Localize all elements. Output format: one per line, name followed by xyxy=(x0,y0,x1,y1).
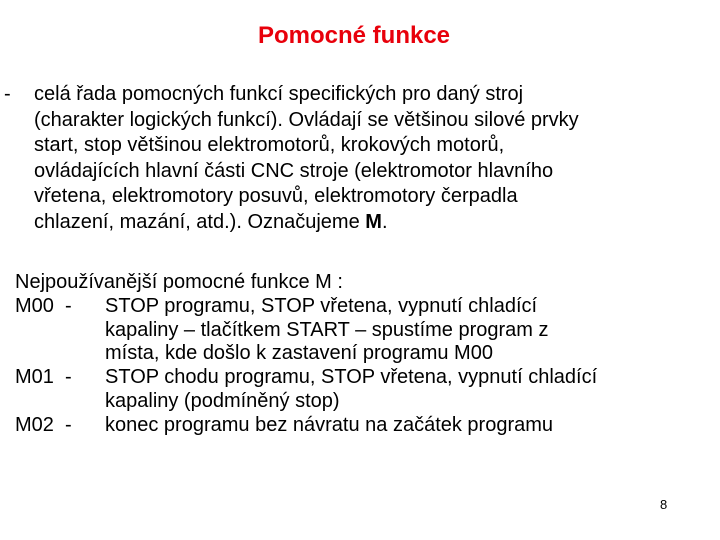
m-function-description xyxy=(105,414,715,438)
bullet-line-last xyxy=(34,210,704,236)
bullet-line: start, stop většinou elektromotorů, krokových motorů, xyxy=(34,134,505,156)
bullet-line: (charakter logických funkcí). Ovládají se většinou silové prvky xyxy=(34,108,579,131)
m-function-line: STOP chodu programu, STOP vřetena, vypnutí chladící xyxy=(105,366,598,389)
bullet-text xyxy=(34,82,704,235)
bullet-line: celá řada pomocných funkcí specifických pro daný stroj xyxy=(34,83,524,105)
bullet-trailing: . xyxy=(381,210,388,233)
m-functions-section xyxy=(15,271,715,438)
m-function-code: M00 - xyxy=(15,294,72,317)
bullet-line: ovládajících hlavní části CNC stroje (elektromotor hlavního xyxy=(34,159,554,182)
slide-title: Pomocné funkce xyxy=(257,22,451,49)
m-function-code: M02 - xyxy=(15,413,72,436)
bullet-emphasis: M xyxy=(365,210,382,233)
m-function-description xyxy=(105,295,715,366)
m-function-line: kapaliny – tlačítkem START – spustíme program z xyxy=(105,318,549,341)
m-function-line: STOP programu, STOP vřetena, vypnutí chladící xyxy=(105,294,538,317)
m-function-code: M01 - xyxy=(15,366,72,389)
m-function-item xyxy=(15,414,715,438)
bullet-marker: - xyxy=(4,83,11,105)
m-function-item xyxy=(15,295,715,366)
m-function-item xyxy=(15,366,715,414)
m-function-line: místa, kde došlo k zastavení programu M00 xyxy=(105,342,493,365)
bullet-paragraph xyxy=(4,82,704,235)
bullet-line: vřetena, elektromotory posuvů, elektromotory čerpadla xyxy=(34,185,518,207)
page-number: 8 xyxy=(660,497,668,512)
m-function-description xyxy=(105,366,715,414)
m-functions-heading: Nejpoužívanější pomocné funkce M : xyxy=(15,271,343,293)
m-function-line: kapaliny (podmíněný stop) xyxy=(105,389,340,412)
m-function-line: konec programu bez návratu na začátek programu xyxy=(105,413,554,436)
bullet-line-text: chlazení, mazání, atd.). Označujeme xyxy=(34,210,366,233)
